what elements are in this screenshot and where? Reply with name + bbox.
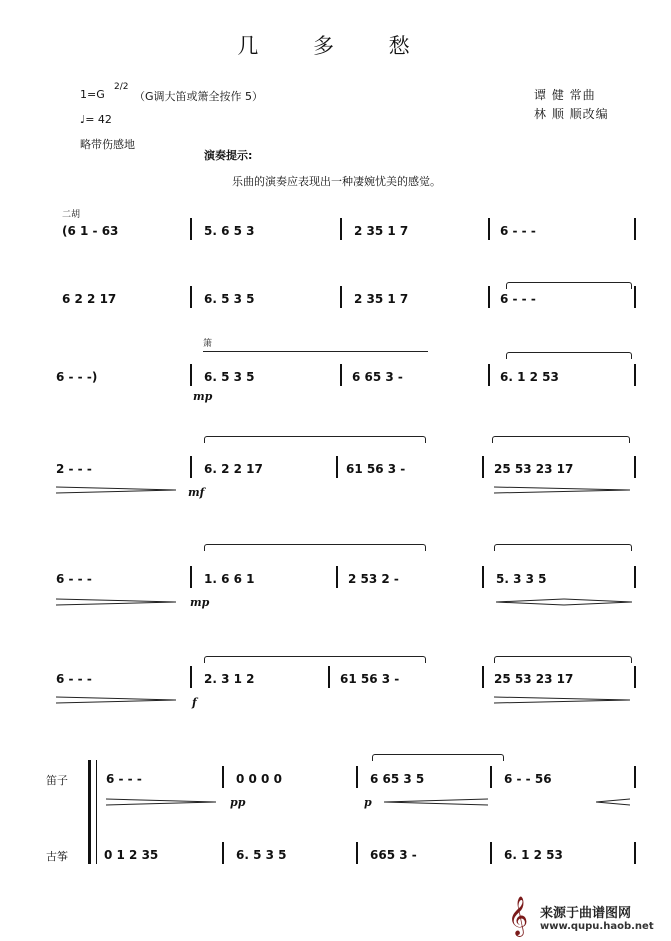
barline: [482, 566, 484, 588]
barline: [634, 566, 636, 588]
barline: [356, 766, 358, 788]
barline: [328, 666, 330, 688]
barline: [488, 286, 490, 308]
crescendo-decrescendo-hairpin: [496, 598, 632, 606]
crescendo-hairpin: [596, 798, 630, 806]
measure-5-2: 1. 6 6 1: [204, 572, 255, 586]
measure-8-2: 6. 5 3 5: [236, 848, 287, 862]
barline: [340, 364, 342, 386]
barline: [634, 842, 636, 864]
barline: [336, 456, 338, 478]
time-signature: 2/2: [114, 82, 129, 92]
measure-2-3: 2 35 1 7: [354, 292, 409, 306]
dynamic-mp: mp: [193, 390, 213, 403]
barline: [482, 456, 484, 478]
instrument-xiao: 箫: [203, 339, 213, 349]
dynamic-mp: mp: [190, 596, 210, 609]
system-bracket-inner: [96, 760, 97, 864]
measure-7-1: 6 - - -: [106, 772, 142, 786]
slur: [492, 436, 630, 443]
instrument-dizi: 笛子: [46, 774, 68, 787]
measure-3-4: 6. 1 2 53: [500, 370, 559, 384]
measure-4-2: 6. 2 2 17: [204, 462, 263, 476]
measure-7-4: 6 - - 56: [504, 772, 552, 786]
measure-5-4: 5. 3 3 5: [496, 572, 547, 586]
measure-5-1: 6 - - -: [56, 572, 92, 586]
slur: [204, 544, 426, 551]
system-bracket: [88, 760, 91, 864]
barline: [190, 364, 192, 386]
slur: [372, 754, 504, 761]
slur: [204, 436, 426, 443]
barline: [634, 766, 636, 788]
barline: [490, 766, 492, 788]
tempo-marking: ♩= 42: [80, 113, 112, 126]
mood-marking: 略带伤感地: [80, 138, 135, 151]
barline: [356, 842, 358, 864]
measure-6-2: 2. 3 1 2: [204, 672, 255, 686]
decrescendo-hairpin: [106, 798, 216, 806]
measure-1-1: (6 1 - 63: [62, 224, 119, 238]
arranger-credit: 林 顺 顺改编: [534, 107, 609, 121]
barline: [488, 218, 490, 240]
barline: [482, 666, 484, 688]
barline: [634, 218, 636, 240]
measure-7-2: 0 0 0 0: [236, 772, 282, 786]
measure-3-3: 6 65 3 -: [352, 370, 403, 384]
decrescendo-hairpin: [56, 486, 176, 494]
decrescendo-hairpin: [56, 598, 176, 606]
tips-label: 演奏提示:: [204, 149, 253, 162]
barline: [634, 364, 636, 386]
crescendo-hairpin: [384, 798, 488, 806]
decrescendo-hairpin: [494, 696, 630, 704]
measure-2-1: 6 2 2 17: [62, 292, 117, 306]
xiao-line: [203, 351, 428, 352]
dynamic-pp: pp: [230, 796, 246, 809]
dynamic-p: p: [364, 796, 372, 809]
barline: [222, 842, 224, 864]
measure-3-2: 6. 5 3 5: [204, 370, 255, 384]
barline: [340, 286, 342, 308]
measure-4-1: 2 - - -: [56, 462, 92, 476]
measure-5-3: 2 53 2 -: [348, 572, 399, 586]
measure-1-2: 5. 6 5 3: [204, 224, 255, 238]
key-signature: 1=G: [80, 88, 105, 101]
measure-8-4: 6. 1 2 53: [504, 848, 563, 862]
decrescendo-hairpin: [494, 486, 630, 494]
measure-6-4: 25 53 23 17: [494, 672, 574, 686]
barline: [336, 566, 338, 588]
measure-7-3: 6 65 3 5: [370, 772, 425, 786]
instrument-erhu: 二胡: [62, 210, 81, 220]
measure-6-3: 61 56 3 -: [340, 672, 400, 686]
barline: [634, 286, 636, 308]
barline: [634, 456, 636, 478]
measure-2-4: 6 - - -: [500, 292, 536, 306]
treble-clef-icon: 𝄞: [508, 896, 529, 936]
measure-3-1: 6 - - -): [56, 370, 98, 384]
dynamic-f: f: [192, 696, 197, 709]
barline: [490, 842, 492, 864]
watermark-url: www.qupu.haob.net: [540, 921, 654, 932]
measure-8-1: 0 1 2 35: [104, 848, 159, 862]
barline: [488, 364, 490, 386]
barline: [222, 766, 224, 788]
barline: [190, 456, 192, 478]
measure-6-1: 6 - - -: [56, 672, 92, 686]
barline: [190, 566, 192, 588]
barline: [190, 286, 192, 308]
measure-8-3: 665 3 -: [370, 848, 417, 862]
slur: [506, 352, 632, 359]
barline: [634, 666, 636, 688]
slur: [204, 656, 426, 663]
barline: [190, 666, 192, 688]
score-title: 几 多 愁: [237, 34, 434, 58]
barline: [340, 218, 342, 240]
key-note: （G调大笛或箫全按作 5）: [134, 90, 264, 103]
instrument-guzheng: 古筝: [46, 850, 68, 863]
decrescendo-hairpin: [56, 696, 176, 704]
measure-2-2: 6. 5 3 5: [204, 292, 255, 306]
measure-1-4: 6 - - -: [500, 224, 536, 238]
slur: [506, 282, 632, 289]
watermark-title: 来源于曲谱图网: [540, 906, 632, 921]
measure-4-4: 25 53 23 17: [494, 462, 574, 476]
slur: [494, 544, 632, 551]
slur: [494, 656, 632, 663]
measure-1-3: 2 35 1 7: [354, 224, 409, 238]
dynamic-mf: mf: [188, 486, 205, 499]
composer-credit: 谭 健 常曲: [534, 88, 596, 102]
measure-4-3: 61 56 3 -: [346, 462, 406, 476]
barline: [190, 218, 192, 240]
tips-text: 乐曲的演奏应表现出一种凄婉忧美的感觉。: [232, 175, 441, 188]
